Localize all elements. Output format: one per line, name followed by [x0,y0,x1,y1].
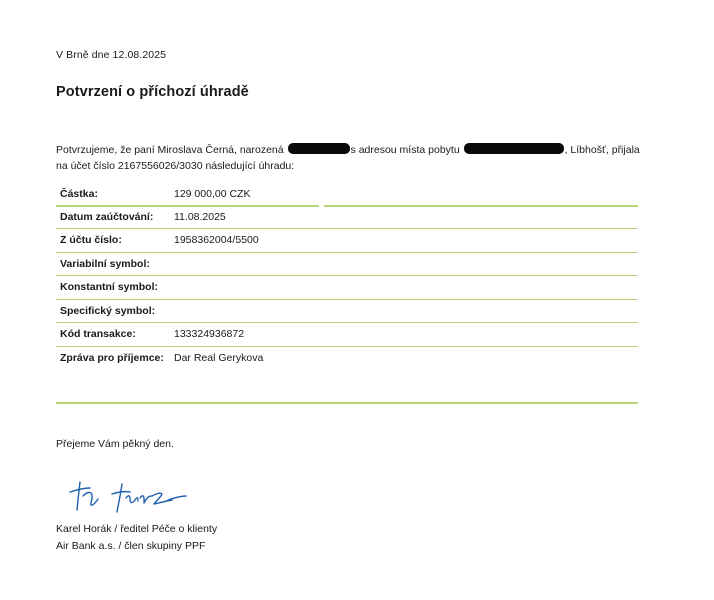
place-date: V Brně dne 12.08.2025 [56,49,167,61]
row-label: Z účtu číslo: [60,234,122,246]
signature-image [66,474,196,516]
row-value: 1958362004/5500 [174,234,259,246]
signer-company: Air Bank a.s. / člen skupiny PPF [56,540,206,552]
section-divider [56,402,638,404]
payment-row-constant-symbol [56,276,638,300]
signer-block [56,521,217,555]
intro-text-part1: Potvrzujeme, že paní Miroslava Černá, narozená [56,144,287,156]
intro-paragraph [56,142,646,174]
payment-row-amount [56,183,638,206]
row-value: Dar Real Gerykova [174,351,264,364]
row-label: Konstantní symbol: [60,281,159,293]
payment-row-source-account [56,229,638,253]
row-label: Variabilní symbol: [60,257,150,270]
intro-text-part2: s adresou místa pobytu [350,144,463,156]
payment-row-message [56,347,638,370]
row-label: Částka: [60,188,98,200]
row-label: Zpráva pro příjemce: [60,351,164,364]
payment-details-table [56,183,638,369]
row-label: Datum zaúčtování: [60,210,154,223]
payment-row-transaction-code [56,323,638,347]
redacted-address [464,143,564,154]
payment-row-booking-date [56,206,638,230]
row-value: 11.08.2025 [174,210,226,223]
intro-text-part3: , Líbhošť, přijala [564,144,640,156]
row-value: 133324936872 [174,328,245,340]
row-value: 129 000,00 CZK [174,188,251,200]
row-label: Kód transakce: [60,328,136,340]
payment-row-variable-symbol [56,253,638,277]
redacted-birthdate [288,143,350,154]
row-label: Specifický symbol: [60,304,156,317]
page-title: Potvrzení o příchozí úhradě [56,84,249,100]
signer-name-title: Karel Horák / ředitel Péče o klienty [56,523,218,535]
intro-line-1 [56,142,646,158]
payment-row-specific-symbol [56,300,638,324]
closing-text: Přejeme Vám pěkný den. [56,438,174,450]
intro-line-2: na účet číslo 2167556026/3030 následující úhradu: [56,160,295,172]
